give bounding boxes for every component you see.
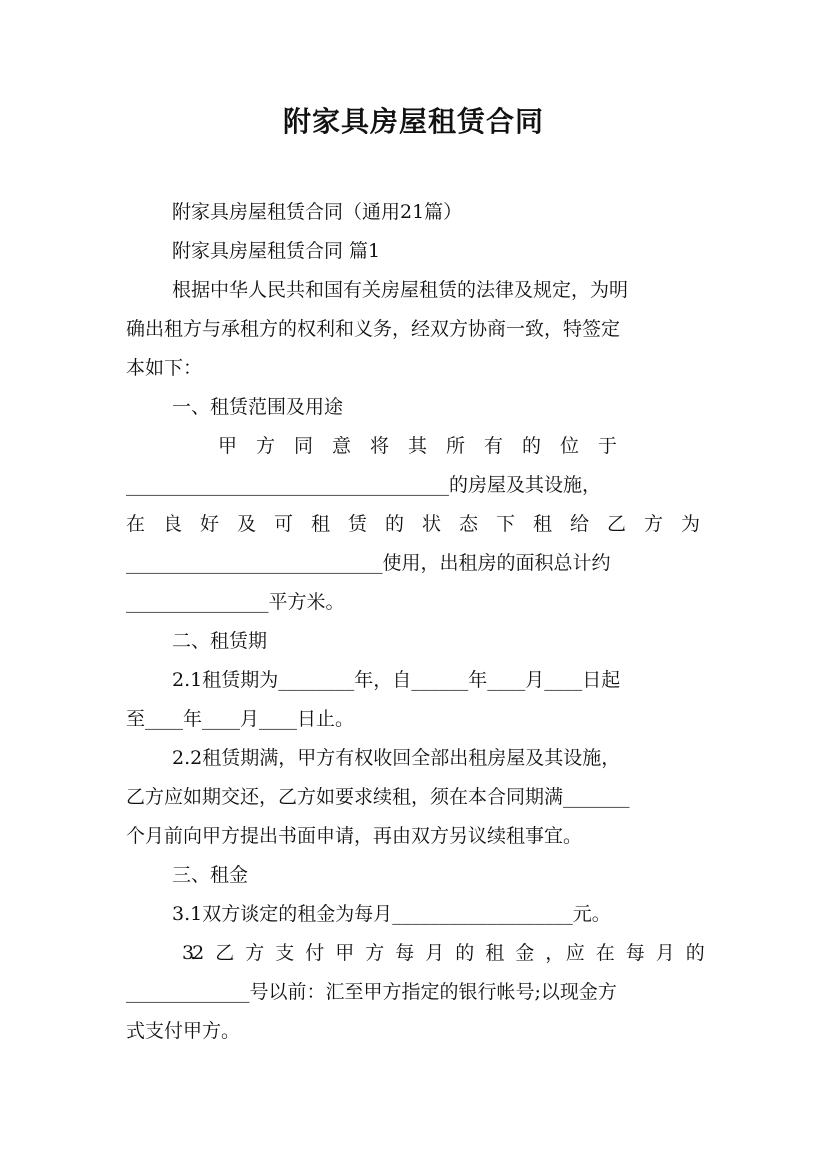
paragraph-line: _______________平方米。	[126, 591, 345, 613]
section-heading: 附家具房屋租赁合同 篇1	[172, 240, 381, 262]
paragraph-line: 甲 方 同 意 将 其 所 有 的 位 于	[218, 435, 618, 457]
clause-heading: 二、租赁期	[172, 630, 268, 652]
clause-heading: 三、租金	[172, 864, 249, 886]
paragraph-line: 至____年____月____日止。	[126, 708, 355, 730]
paragraph-line: 2.2租赁期满，甲方有权收回全部出租房屋及其设施，	[172, 747, 621, 769]
clause-heading: 一、租赁范围及用途	[172, 396, 344, 418]
paragraph-line: _____________号以前：汇至甲方指定的银行帐号;以现金方	[126, 981, 617, 1003]
paragraph-line: 乙方应如期交还，乙方如要求续租，须在本合同期满_______	[126, 786, 630, 808]
paragraph-line: 根据中华人民共和国有关房屋租赁的法律及规定，为明	[172, 279, 629, 301]
paragraph-line: ___________________________使用，出租房的面积总计约	[126, 552, 611, 574]
paragraph-line: 本如下：	[126, 357, 203, 379]
paragraph-line: 3.2 乙 方 支 付 甲 方 每 月 的 租 金 ， 应 在 每 月 的	[182, 942, 701, 964]
subtitle-line: 附家具房屋租赁合同（通用21篇）	[172, 201, 463, 223]
paragraph-line: 3.1双方谈定的租金为每月___________________元。	[172, 903, 611, 925]
document-title: 附家具房屋租赁合同	[282, 105, 544, 138]
paragraph-line: 确出租方与承租方的权利和义务，经双方协商一致，特签定	[126, 318, 621, 340]
paragraph-line: 在 良 好 及 可 租 赁 的 状 态 下 租 给 乙 方 为	[126, 513, 700, 535]
paragraph-line: 式支付甲方。	[126, 1020, 241, 1042]
paragraph-line: 个月前向甲方提出书面申请，再由双方另议续租事宜。	[126, 825, 583, 847]
paragraph-line: 2.1租赁期为________年，自______年____月____日起	[172, 669, 621, 691]
paragraph-line: __________________________________的房屋及其设施，	[126, 474, 602, 496]
